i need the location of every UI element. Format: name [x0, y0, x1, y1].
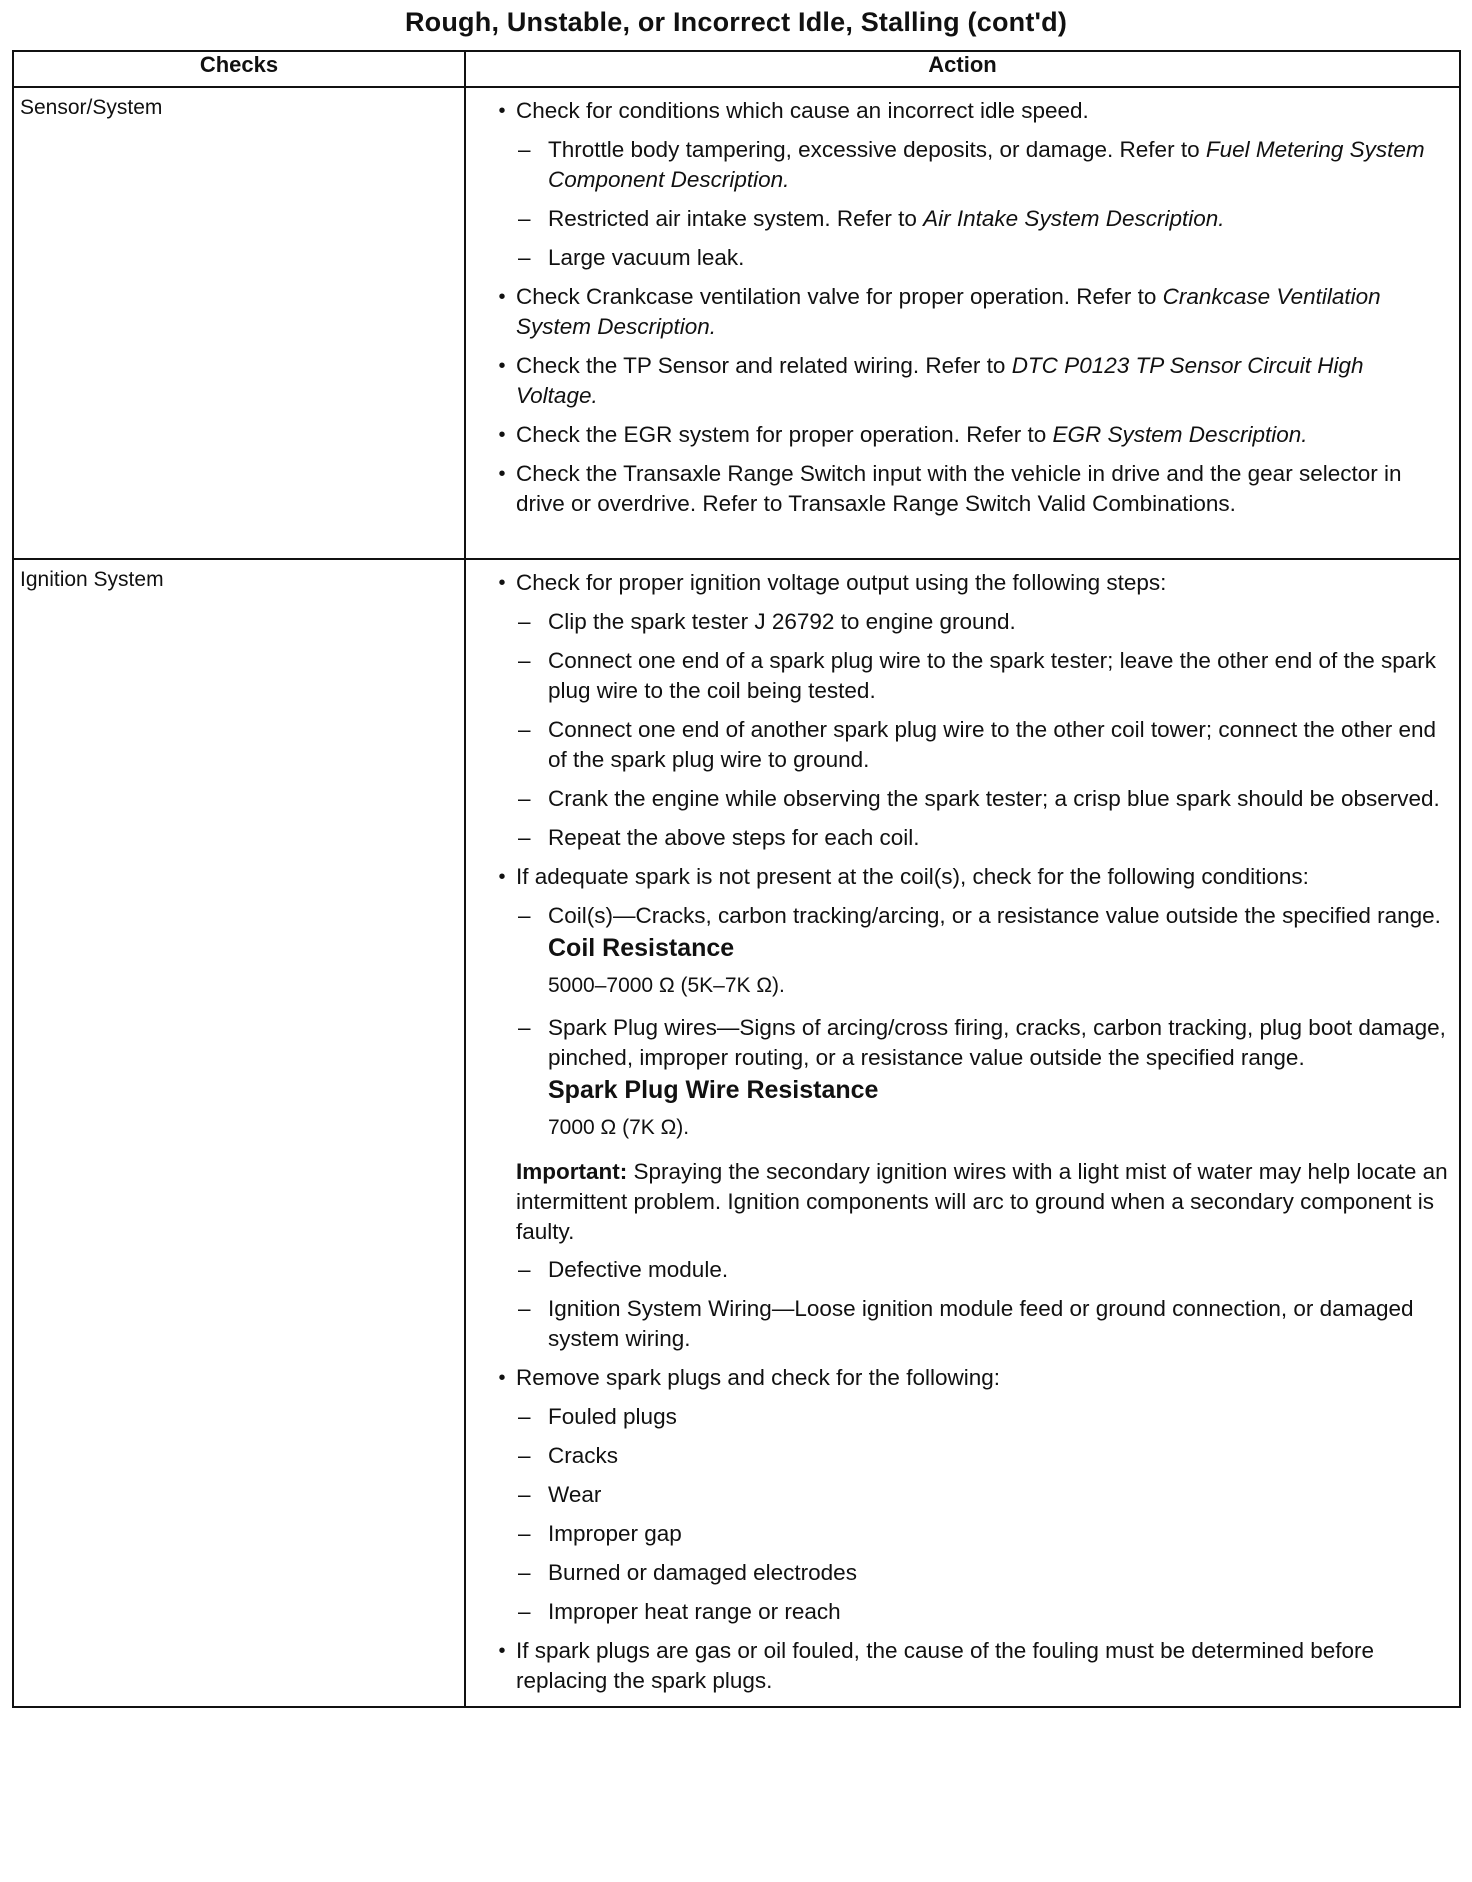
list-item: – Crank the engine while observing the spark tester; a crisp blue spark should be observed.: [516, 784, 1449, 814]
list-item: – Spark Plug wires—Signs of arcing/cross firing, cracks, carbon tracking, plug boot damage, pinched, improper routing, or a resistance value outside the specified range.: [518, 1015, 1446, 1070]
important-note: Important: Spraying the secondary ignition wires with a light mist of water may help locate an intermittent problem. Ignition components will arc to ground when a secondary component is faulty.: [516, 1159, 1448, 1244]
list-item: • Check the TP Sensor and related wiring. Refer to DTC P0123 TP Sensor Circuit High Voltage.: [488, 351, 1449, 411]
dash-marker: –: [518, 1296, 531, 1321]
dash-marker: –: [518, 1015, 531, 1040]
spec-heading: Spark Plug Wire Resistance: [548, 1076, 879, 1104]
list-item: • Check for proper ignition voltage output using the following steps:: [488, 568, 1449, 598]
list-item: – Clip the spark tester J 26792 to engine ground.: [516, 607, 1449, 637]
dash-marker: –: [518, 1521, 531, 1546]
list-item: • If adequate spark is not present at the coil(s), check for the following conditions:: [488, 862, 1449, 892]
column-header-checks: Checks: [13, 51, 465, 87]
list-item: – Repeat the above steps for each coil.: [516, 823, 1449, 853]
bullet-marker: •: [498, 1367, 506, 1389]
reference-link: EGR System Description.: [1052, 422, 1308, 447]
dash-marker: –: [518, 825, 531, 850]
list-item: – Ignition System Wiring—Loose ignition module feed or ground connection, or damaged system wiring.: [518, 1296, 1414, 1351]
list-item: • Check Crankcase ventilation valve for proper operation. Refer to Crankcase Ventilation System Description.: [488, 282, 1449, 342]
list-item: • Check the EGR system for proper operation. Refer to EGR System Description.: [488, 420, 1449, 450]
table-row: [13, 87, 1460, 559]
dash-marker: –: [518, 1482, 531, 1507]
list-item: – Burned or damaged electrodes: [516, 1558, 1449, 1588]
list-item: – Restricted air intake system. Refer to Air Intake System Description.: [516, 204, 1449, 234]
list-item: – Improper heat range or reach: [516, 1597, 1449, 1627]
column-header-action: Action: [465, 51, 1460, 87]
list-item: • Check the Transaxle Range Switch input with the vehicle in drive and the gear selector in drive or overdrive. Refer to Transaxle Range Switch Valid Combinations.: [488, 459, 1449, 519]
dash-marker: –: [518, 609, 531, 634]
bullet-marker: •: [498, 866, 506, 888]
bullet-marker: •: [498, 1640, 506, 1662]
list-item: • If spark plugs are gas or oil fouled, the cause of the fouling must be determined before replacing the spark plugs.: [488, 1636, 1449, 1696]
list-item: • Check for conditions which cause an incorrect idle speed.: [488, 96, 1449, 126]
list-item: – Defective module.: [516, 1255, 1449, 1285]
list-item: – Large vacuum leak.: [516, 243, 1449, 273]
bullet-marker: •: [498, 572, 506, 594]
list-item: – Connect one end of another spark plug wire to the other coil tower; connect the other end of the spark plug wire to ground.: [518, 717, 1437, 772]
list-item: – Connect one end of a spark plug wire to the spark tester; leave the other end of the spark plug wire to the coil being tested.: [518, 648, 1437, 703]
reference-link: DTC P0123 TP Sensor Circuit High Voltage.: [516, 353, 1364, 408]
reference-link: Fuel Metering System Component Description.: [548, 137, 1425, 192]
important-label: Important:: [516, 1159, 628, 1184]
table-row: [13, 559, 1460, 1707]
list-item: – Improper gap: [516, 1519, 1449, 1549]
bullet-marker: •: [498, 286, 506, 308]
list-item: – Coil(s)—Cracks, carbon tracking/arcing, or a resistance value outside the specified range.: [516, 901, 1449, 931]
dash-marker: –: [518, 717, 531, 742]
dash-marker: –: [518, 206, 531, 231]
list-item: – Throttle body tampering, excessive deposits, or damage. Refer to Fuel Metering System Component Description.: [518, 137, 1425, 192]
list-item: • Remove spark plugs and check for the following:: [488, 1363, 1449, 1393]
spec-heading: Coil Resistance: [548, 934, 735, 962]
dash-marker: –: [518, 903, 531, 928]
diagnostic-table: [12, 50, 1461, 1708]
dash-marker: –: [518, 786, 531, 811]
reference-link: Crankcase Ventilation System Description.: [516, 284, 1381, 339]
check-cell: Sensor/System: [13, 87, 465, 559]
list-item: – Fouled plugs: [516, 1402, 1449, 1432]
reference-link: Air Intake System Description.: [923, 206, 1225, 231]
dash-marker: –: [518, 1560, 531, 1585]
bullet-marker: •: [498, 463, 506, 485]
page-title: Rough, Unstable, or Incorrect Idle, Stalling (cont'd): [404, 7, 1068, 37]
bullet-marker: •: [498, 355, 506, 377]
bullet-marker: •: [498, 100, 506, 122]
check-cell: Ignition System: [13, 559, 465, 1707]
dash-marker: –: [518, 1257, 531, 1282]
dash-marker: –: [518, 1404, 531, 1429]
dash-marker: –: [518, 1599, 531, 1624]
dash-marker: –: [518, 648, 531, 673]
list-item: – Cracks: [516, 1441, 1449, 1471]
spec-value: 5000–7000 Ω (5K–7K Ω).: [548, 974, 785, 997]
list-item: – Wear: [516, 1480, 1449, 1510]
action-cell: [465, 87, 1460, 559]
table-header-row: [13, 51, 1460, 87]
dash-marker: –: [518, 137, 531, 162]
action-cell: [465, 559, 1460, 1707]
spec-value: 7000 Ω (7K Ω).: [548, 1116, 690, 1139]
dash-marker: –: [518, 245, 531, 270]
dash-marker: –: [518, 1443, 531, 1468]
bullet-marker: •: [498, 424, 506, 446]
